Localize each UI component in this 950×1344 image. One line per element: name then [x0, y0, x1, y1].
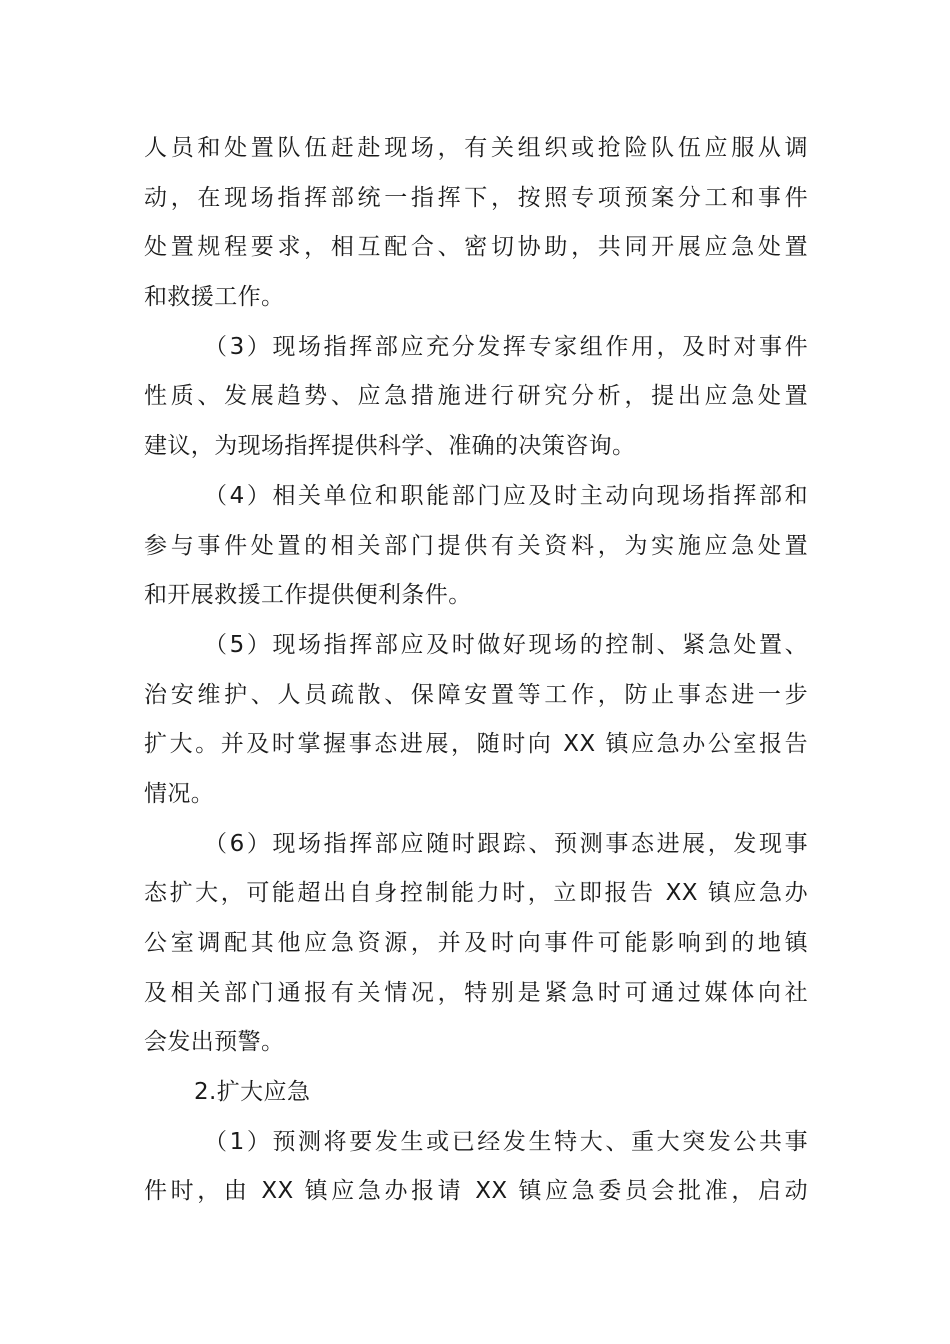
paragraph-expand-1-first-line: （1）预测将要发生或已经发生特大、重大突发公共事	[204, 1128, 808, 1155]
document-body	[144, 124, 808, 1217]
text-line: 人员和处置队伍赶赴现场，有关组织或抢险队伍应服从调	[144, 135, 808, 161]
text-line: 治安维护、人员疏散、保障安置等工作，防止事态进一步	[144, 681, 808, 708]
text-line: 态扩大，可能超出自身控制能力时，立即报告 XX 镇应急办	[144, 880, 808, 907]
text-line: 和开展救援工作提供便利条件。	[144, 582, 472, 609]
text-line: 参与事件处置的相关部门提供有关资料，为实施应急处置	[144, 532, 808, 559]
paragraph-4-first-line: （4）相关单位和职能部门应及时主动向现场指挥部和	[204, 482, 808, 509]
paragraph-3-first-line: （3）现场指挥部应充分发挥专家组作用，及时对事件	[204, 333, 808, 360]
text-line: 及相关部门通报有关情况，特别是紧急时可通过媒体向社	[144, 979, 808, 1006]
text-line: 扩大。并及时掌握事态进展，随时向 XX 镇应急办公室报告	[144, 731, 808, 758]
text-line: 性质、发展趋势、应急措施进行研究分析，提出应急处置	[144, 383, 808, 410]
text-line: 件时，由 XX 镇应急办报请 XX 镇应急委员会批准，启动	[144, 1178, 808, 1205]
text-line: 建议，为现场指挥提供科学、准确的决策咨询。	[144, 433, 636, 460]
text-line: 和救援工作。	[144, 284, 285, 311]
paragraph-6-first-line: （6）现场指挥部应随时跟踪、预测事态进展，发现事	[204, 830, 808, 857]
text-line: 动，在现场指挥部统一指挥下，按照专项预案分工和事件	[144, 184, 808, 211]
section-heading: 2.扩大应急	[194, 1079, 311, 1106]
text-line: 会发出预警。	[144, 1029, 285, 1056]
text-line: 情况。	[144, 780, 215, 807]
paragraph-5-first-line: （5）现场指挥部应及时做好现场的控制、紧急处置、	[204, 631, 808, 658]
text-line: 公室调配其他应急资源，并及时向事件可能影响到的地镇	[144, 930, 808, 956]
text-line: 处置规程要求，相互配合、密切协助，共同开展应急处置	[144, 234, 808, 261]
